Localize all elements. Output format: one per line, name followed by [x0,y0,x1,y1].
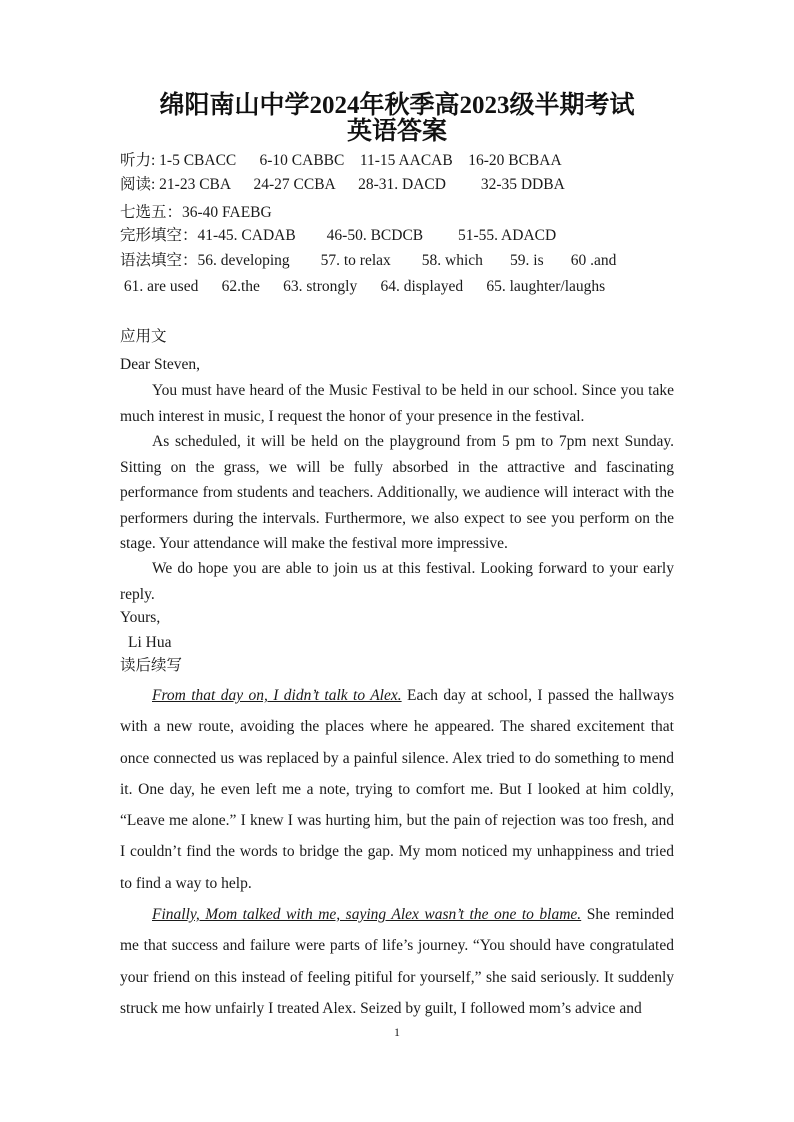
document-subtitle: 英语答案 [346,118,447,145]
reading-answers: 阅读: 21-23 CBA 24-27 CCBA 28-31. DACD 32-35 DDBA [120,176,565,193]
letter-paragraph-3: We do hope you are able to join us at this festival. Looking forward to your early reply. [120,560,674,603]
paragraph-1-given-sentence: From that day on, I didn’t talk to Alex. [152,687,402,704]
paragraph-2-given-sentence: Finally, Mom talked with me, saying Alex wasn’t the one to blame. [152,906,582,923]
story-paragraph-1 [120,680,674,899]
practical-writing-label: 应用文 [120,328,167,345]
paragraph-1-body: Each day at school, I passed the hallways with a new route, avoiding the places where he appeared. The shared excitement that once connected us was replaced by a painful silence. Alex tried to do something to mend it. One day, he even left me a note, trying to comfort me. But I looked at him coldly, “Leave me alone.” I knew I was hurting him, but the pain of rejection was too fresh, and I couldn’t find the words to bridge the gap. My mom noticed my unhappiness and tried to find a way to help. [120,687,674,892]
seven-choose-five-answers: 七选五：36-40 FAEBG [120,204,272,221]
letter-paragraph-1: You must have heard of the Music Festival to be held in our school. Since you take much interest in music, I request the honor of your presence in the festival. [120,382,674,425]
continuation-writing-label: 读后续写 [120,657,183,674]
paragraph-2-body: She reminded me that success and failure were parts of life’s journey. “You should have congratulated your friend on this instead of feeling pitiful for yourself,” she said seriously. It suddenly struck me how unfairly I treated Alex. Seized by guilt, I followed mom’s advice and [120,906,674,1017]
grammar-fill-answers-1: 语法填空：56. developing 57. to relax 58. which 59. is 60 .and [120,252,617,269]
letter-salutation: Dear Steven, [120,356,201,373]
cloze-answers: 完形填空：41-45. CADAB 46-50. BCDCB 51-55. ADACD [120,227,557,244]
document-title: 绵阳南山中学2024年秋季高2023级半期考试 [159,92,635,119]
page-number: 1 [394,1025,400,1039]
letter-closing: Yours, [120,609,161,626]
listening-answers: 听力: 1-5 CBACC 6-10 CABBC 11-15 AACAB 16-20 BCBAA [120,152,562,169]
story-paragraph-2 [120,899,674,1024]
grammar-fill-answers-2: 61. are used 62.the 63. strongly 64. displayed 65. laughter/laughs [120,278,606,295]
letter-signature: Li Hua [128,634,172,651]
letter-paragraph-2: As scheduled, it will be held on the playground from 5 pm to 7pm next Sunday. Sitting on the grass, we will be fully absorbed in the attractive and fascinating performance from students and teachers. Additionally, we audience will interact with the performers during the intervals. Furthermore, we also expect to see you perform on the stage. Your attendance will make the festival more impressive. [120,433,674,552]
